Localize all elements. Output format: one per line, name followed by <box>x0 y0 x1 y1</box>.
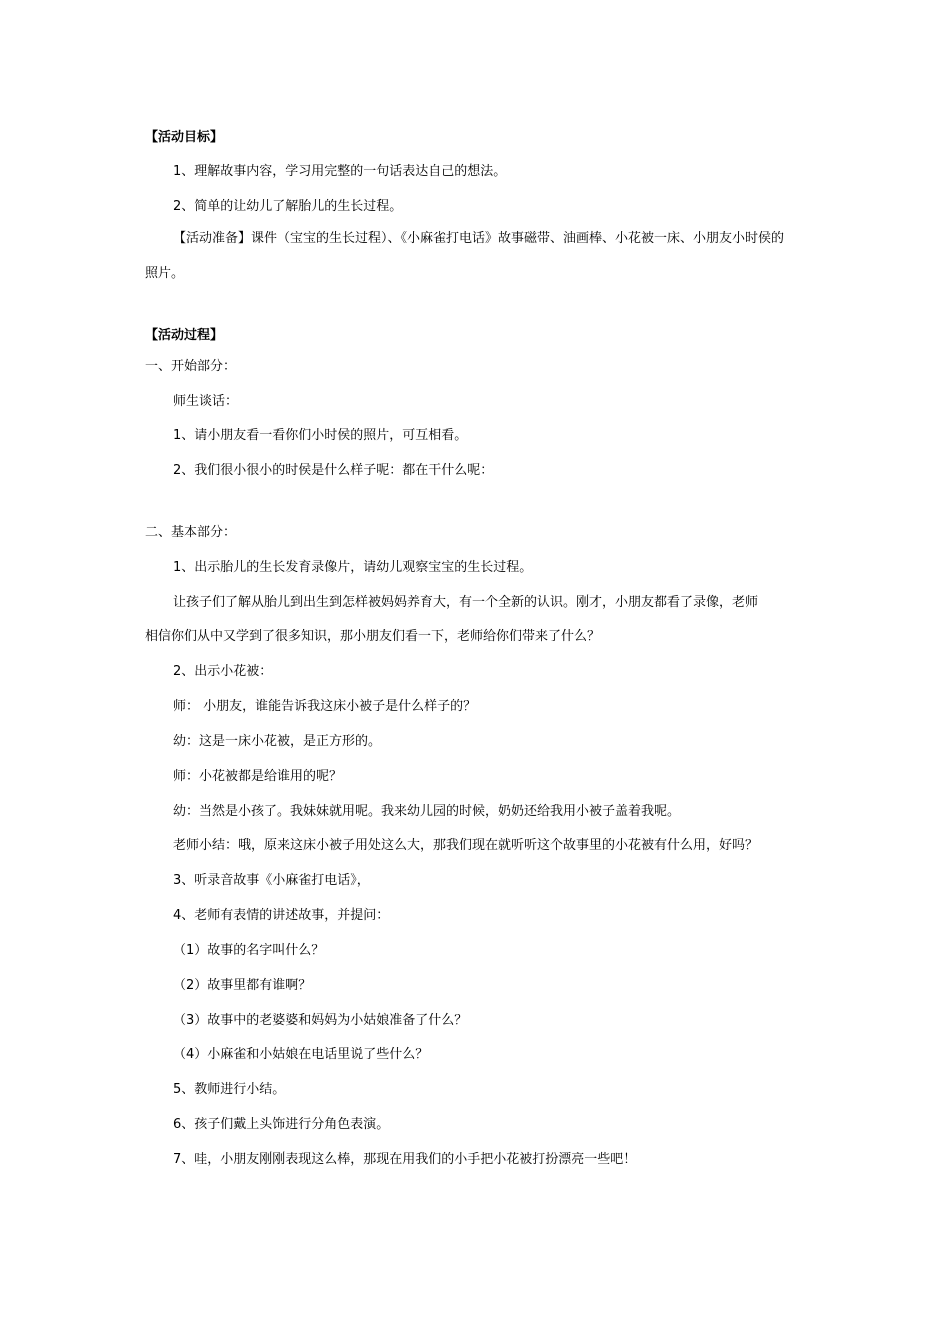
part2-paragraph-line-2: 相信你们从中又学到了很多知识，那小朋友们看一下，老师给你们带来了什么？ <box>145 629 601 644</box>
dialogue-line-3: 师：小花被都是给谁用的呢？ <box>173 769 343 784</box>
question-1: （1）故事的名字叫什么？ <box>173 943 325 958</box>
part2-paragraph-line-1: 让孩子们了解从胎儿到出生到怎样被妈妈养育大，有一个全新的认识。刚才，小朋友都看了录像，老师 <box>173 595 759 610</box>
prep-line-2: 照片。 <box>145 266 185 281</box>
part1-item-2: 2、我们很小很小的时侯是什么样子呢：都在干什么呢： <box>173 463 494 478</box>
part1-item-1: 1、请小朋友看一看你们小时侯的照片，可互相看。 <box>173 428 468 443</box>
goal-item-1: 1、理解故事内容，学习用完整的一句话表达自己的想法。 <box>173 164 507 179</box>
part2-item-6: 6、孩子们戴上头饰进行分角色表演。 <box>173 1117 390 1132</box>
part2-title: 二、基本部分： <box>145 525 237 540</box>
part2-item-1: 1、出示胎儿的生长发育录像片，请幼儿观察宝宝的生长过程。 <box>173 560 533 575</box>
question-3: （3）故事中的老婆婆和妈妈为小姑娘准备了什么？ <box>173 1013 468 1028</box>
dialogue-line-1: 师： 小朋友，谁能告诉我这床小被子是什么样子的？ <box>173 699 477 714</box>
prep-label: 【活动准备】 <box>173 231 252 246</box>
dialogue-line-2: 幼：这是一床小花被，是正方形的。 <box>173 734 382 749</box>
part2-item-2: 2、出示小花被： <box>173 664 273 679</box>
question-4: （4）小麻雀和小姑娘在电话里说了些什么？ <box>173 1047 429 1062</box>
question-2: （2）故事里都有谁啊？ <box>173 978 312 993</box>
part1-title: 一、开始部分： <box>145 359 237 374</box>
prep-line-1 <box>173 230 784 248</box>
part1-talk: 师生谈话： <box>173 394 239 409</box>
prep-text-1: 课件（宝宝的生长过程）、《小麻雀打电话》故事磁带、油画棒、小花被一床、小朋友小时侯的 <box>251 231 785 246</box>
goal-item-2: 2、简单的让幼儿了解胎儿的生长过程。 <box>173 199 403 214</box>
part2-item-7: 7、哇，小朋友刚刚表现这么棒，那现在用我们的小手把小花被打扮漂亮一些吧！ <box>173 1152 637 1167</box>
part2-item-4: 4、老师有表情的讲述故事，并提问： <box>173 908 390 923</box>
process-heading: 【活动过程】 <box>145 328 224 343</box>
part2-item-3: 3、听录音故事《小麻雀打电话》， <box>173 873 370 888</box>
part2-item-5: 5、教师进行小结。 <box>173 1082 286 1097</box>
goals-heading: 【活动目标】 <box>145 130 224 145</box>
teacher-summary: 老师小结：哦，原来这床小被子用处这么大，那我们现在就听听这个故事里的小花被有什么用，好吗？ <box>173 838 759 853</box>
dialogue-line-4: 幼：当然是小孩了。我妹妹就用呢。我来幼儿园的时候，奶奶还给我用小被子盖着我呢。 <box>173 804 681 819</box>
